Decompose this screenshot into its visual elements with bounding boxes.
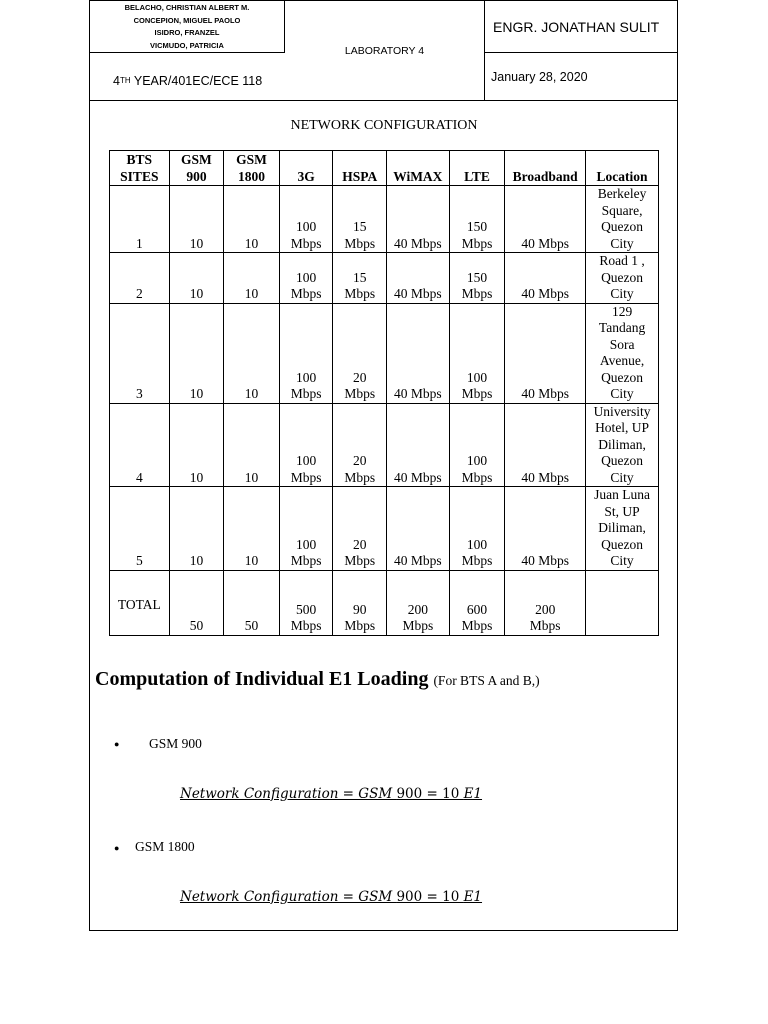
column-header: GSM 1800 xyxy=(224,151,280,186)
table-cell: 10 xyxy=(169,403,224,487)
table-cell: 200 Mbps xyxy=(505,570,586,635)
table-cell: 100 Mbps xyxy=(279,403,333,487)
bullet-icon: ● xyxy=(114,739,120,749)
table-cell: 1 xyxy=(110,186,170,253)
bullet-icon: ● xyxy=(114,843,120,853)
year-section: 4 TH YEAR/401EC/ECE 118 xyxy=(90,53,285,101)
lab-title: LABORATORY 4 xyxy=(285,1,485,101)
equation-gsm1800: Network Configuration = GSM 900 = 10 E1 xyxy=(180,889,483,905)
table-cell: 10 xyxy=(169,303,224,403)
table-cell: 20 Mbps xyxy=(333,403,387,487)
table-cell: 10 xyxy=(224,487,280,571)
item-label-gsm900: GSM 900 xyxy=(149,736,202,751)
table-cell: 100 Mbps xyxy=(279,186,333,253)
column-header: LTE xyxy=(449,151,505,186)
table-row xyxy=(110,303,659,403)
table-row xyxy=(110,186,659,253)
table-row xyxy=(110,403,659,487)
location-cell: 129 Tandang Sora Avenue, Quezon City xyxy=(586,303,659,403)
table-cell: 40 Mbps xyxy=(505,253,586,304)
table-row xyxy=(110,487,659,571)
student-name: VICMUDO, PATRICIA xyxy=(150,40,224,50)
student-names xyxy=(90,1,285,53)
table-cell: 4 xyxy=(110,403,170,487)
table-cell: 15 Mbps xyxy=(333,186,387,253)
table-cell: 5 xyxy=(110,487,170,571)
table-cell: 100 Mbps xyxy=(449,487,505,571)
column-header: GSM 900 xyxy=(169,151,224,186)
column-header: Location xyxy=(586,151,659,186)
table-row xyxy=(110,253,659,304)
table-cell: 100 Mbps xyxy=(279,303,333,403)
table-cell: 100 Mbps xyxy=(449,303,505,403)
column-header: Broadband xyxy=(505,151,586,186)
date: January 28, 2020 xyxy=(485,53,677,101)
table-cell: 40 Mbps xyxy=(505,186,586,253)
table-cell: 40 Mbps xyxy=(386,487,449,571)
table-cell: 40 Mbps xyxy=(386,253,449,304)
location-cell: Berkeley Square, Quezon City xyxy=(586,186,659,253)
table-cell: 40 Mbps xyxy=(386,303,449,403)
table-cell: 100 Mbps xyxy=(449,403,505,487)
equation-gsm900: Network Configuration = GSM 900 = 10 E1 xyxy=(180,786,483,802)
table-cell: 500 Mbps xyxy=(279,570,333,635)
table-cell: 2 xyxy=(110,253,170,304)
table-header-row xyxy=(110,151,659,186)
table-cell: 10 xyxy=(169,253,224,304)
table-cell: 40 Mbps xyxy=(505,303,586,403)
table-cell: 50 xyxy=(224,570,280,635)
table-cell: 10 xyxy=(224,303,280,403)
location-cell: University Hotel, UP Diliman, Quezon City xyxy=(586,403,659,487)
student-name: ISIDRO, FRANZEL xyxy=(154,28,220,37)
table-cell: 10 xyxy=(169,487,224,571)
table-cell: 3 xyxy=(110,303,170,403)
table-cell: 200 Mbps xyxy=(386,570,449,635)
student-name: BELACHO, CHRISTIAN ALBERT M. xyxy=(124,3,250,12)
table-cell: 50 xyxy=(169,570,224,635)
table-cell: 40 Mbps xyxy=(386,186,449,253)
header-block xyxy=(90,1,677,101)
instructor-name: ENGR. JONATHAN SULIT xyxy=(485,1,677,53)
table-cell: 10 xyxy=(224,186,280,253)
column-header: HSPA xyxy=(333,151,387,186)
table-cell: 600 Mbps xyxy=(449,570,505,635)
section-subtitle: (For BTS A and B,) xyxy=(433,673,540,688)
table-cell: 90 Mbps xyxy=(333,570,387,635)
location-cell: Road 1 , Quezon City xyxy=(586,253,659,304)
total-row xyxy=(110,570,659,635)
table-cell: 150 Mbps xyxy=(449,186,505,253)
table-cell: 100 Mbps xyxy=(279,253,333,304)
network-config-table xyxy=(109,150,659,636)
table-cell: 20 Mbps xyxy=(333,487,387,571)
table-cell: 40 Mbps xyxy=(386,403,449,487)
column-header: 3G xyxy=(279,151,333,186)
table-cell: 150 Mbps xyxy=(449,253,505,304)
table-title: NETWORK CONFIGURATION xyxy=(290,118,478,133)
section-title: Computation of Individual E1 Loading (For BTS A and B,) xyxy=(95,668,540,690)
table-cell: TOTAL xyxy=(110,570,170,635)
column-header: BTS SITES xyxy=(110,151,170,186)
table-cell: 10 xyxy=(224,253,280,304)
column-header: WiMAX xyxy=(386,151,449,186)
item-label-gsm1800: GSM 1800 xyxy=(135,839,195,854)
student-name: CONCEPION, MIGUEL PAOLO xyxy=(133,15,241,25)
table-cell: 10 xyxy=(224,403,280,487)
table-cell: 40 Mbps xyxy=(505,403,586,487)
table-cell: 15 Mbps xyxy=(333,253,387,304)
table-cell xyxy=(586,570,659,635)
table-cell: 40 Mbps xyxy=(505,487,586,571)
table-cell: 20 Mbps xyxy=(333,303,387,403)
location-cell: Juan Luna St, UP Diliman, Quezon City xyxy=(586,487,659,571)
table-cell: 10 xyxy=(169,186,224,253)
table-cell: 100 Mbps xyxy=(279,487,333,571)
